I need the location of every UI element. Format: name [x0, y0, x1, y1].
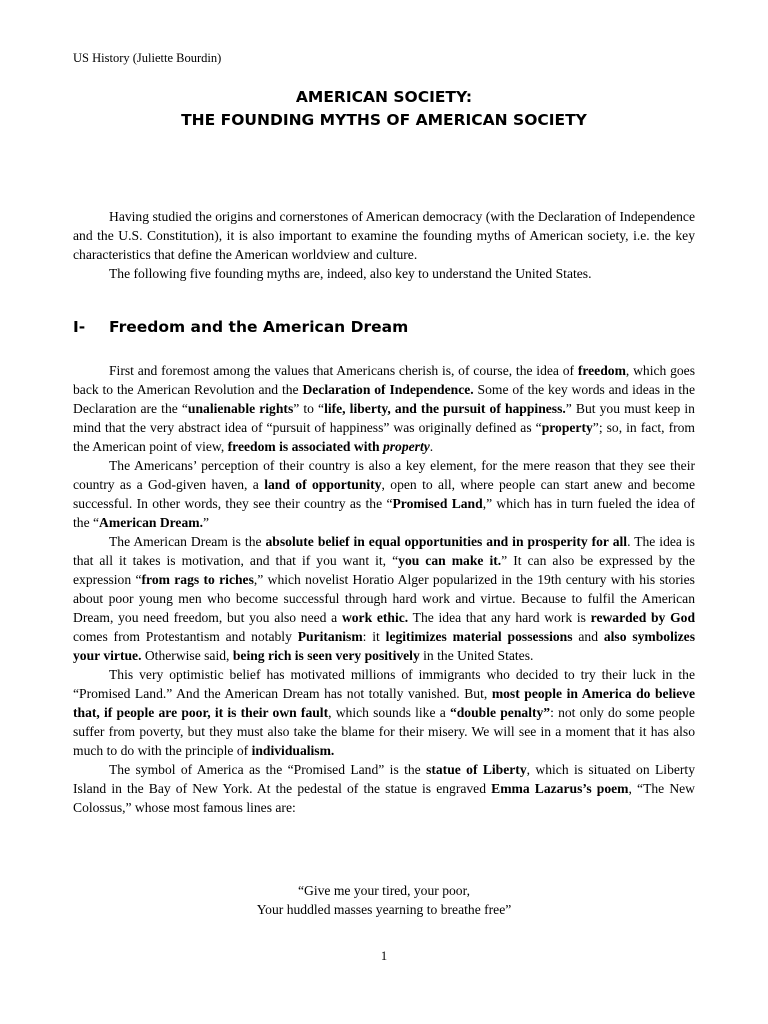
section-title: Freedom and the American Dream [109, 318, 409, 336]
page-title [0, 86, 768, 132]
paragraph-freedom: First and foremost among the values that Americans cherish is, of course, the idea of freedom, which goes back to the American Revolution and the Declaration of Independence. Some of the key words and ideas in the Declaration are the “unalienable rights” to “life, liberty, and the pursuit of happiness.” But you must keep in mind that the very abstract idea of “pursuit of happiness” was originally defined as “property”; so, in fact, from the American point of view, freedom is associated with property. [73, 363, 695, 454]
title-line-1: AMERICAN SOCIETY: [295, 88, 473, 106]
running-header: US History (Juliette Bourdin) [73, 51, 222, 65]
poem-line-2: Your huddled masses yearning to breathe free” [256, 902, 512, 917]
page-number: 1 [380, 949, 388, 963]
paragraph-american-dream: The American Dream is the absolute belief in equal opportunities and in prosperity for all. The idea is that all it takes is motivation, and that if you want it, “you can make it.” It can also be expressed by the expression “from rags to riches,” which novelist Horatio Alger popularized in the 19th century with his stories about poor young men who become successful through hard work and virtue. Because to fulfil the American Dream, you need freedom, but you also need a work ethic. The idea that any hard work is rewarded by God comes from Protestantism and notably Puritanism: it legitimizes material possessions and also symbolizes your virtue. Otherwise said, being rich is seen very positively in the United States. [73, 534, 696, 663]
paragraph-immigrants: This very optimistic belief has motivated millions of immigrants who decided to try their luck in the “Promised Land.” And the American Dream has not totally vanished. But, most people in America do believe that, if people are poor, it is their own fault, which sounds like a “double penalty”: not only do some people suffer from poverty, but they must also take the blame for their misery. We will see in a moment that it has also much to do with the principle of individualism. [73, 667, 695, 758]
title-line-2: THE FOUNDING MYTHS OF AMERICAN SOCIETY [181, 111, 587, 129]
intro-section [73, 207, 695, 283]
paragraph-statue-of-liberty: The symbol of America as the “Promised Land” is the statue of Liberty, which is situated on Liberty Island in the Bay of New York. At the pedestal of the statue is engraved Emma Lazarus’s poem, “The New Colossus,” whose most famous lines are: [73, 762, 695, 815]
intro-paragraph-1: Having studied the origins and cornerstones of American democracy (with the Declaration of Independence and the U.S. Constitution), it is also important to examine the founding myths of American society, i.e. the key characteristics that define the American worldview and culture. [73, 209, 695, 262]
section-heading [73, 317, 408, 337]
section-body [73, 361, 695, 817]
section-number: I- [73, 318, 86, 336]
intro-paragraph-2: The following five founding myths are, indeed, also key to understand the United States. [109, 266, 592, 281]
paragraph-promised-land: The Americans’ perception of their country is also a key element, for the mere reason that they see their country as a God-given haven, a land of opportunity, open to all, where people can start anew and become successful. In other words, they see their country as the “Promised Land,” which has in turn fueled the idea of the “American Dream.” [73, 458, 696, 530]
poem-quote [0, 881, 768, 919]
poem-line-1: “Give me your tired, your poor, [298, 883, 470, 898]
